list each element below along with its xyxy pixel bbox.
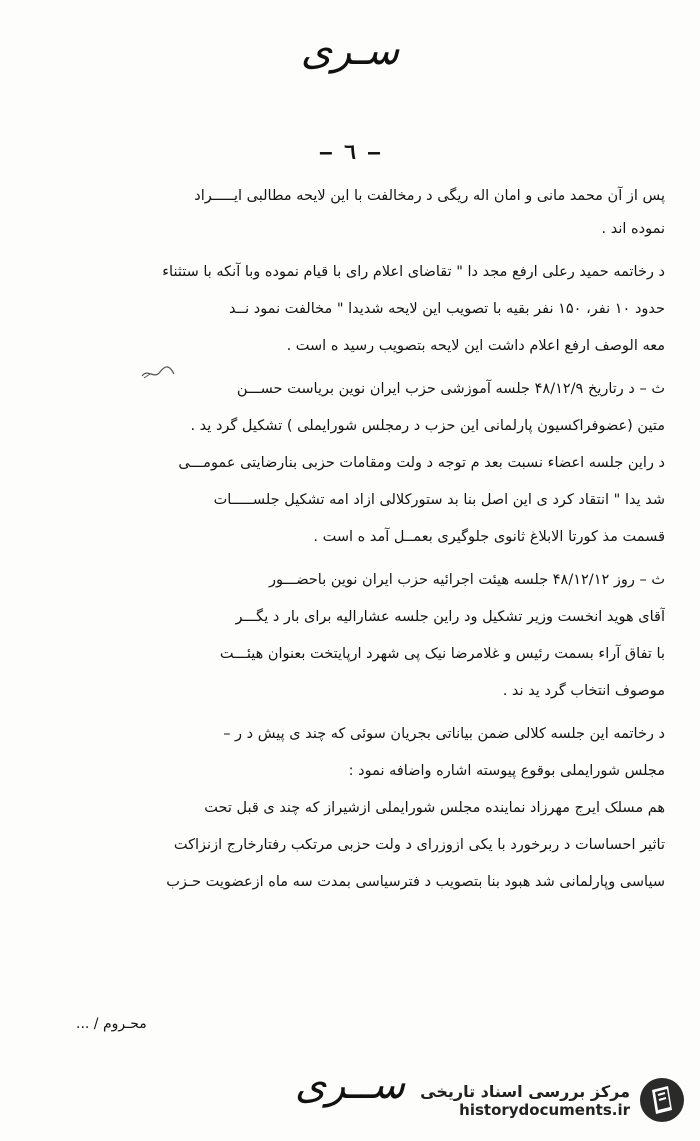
text-line: تاثیر احساسات د ربرخورد با یکی ازوزرای د ولت حزبی مرتکب رفتارخارج ازنزاکت [173,837,665,853]
text-line: ث – روز ۴۸/۱۲/۱۲ جلسه هیئت اجرائیه حزب ایران نوین باحضـــور [269,572,665,588]
text-line: سیاسی وپارلمانی شد هبود بنا بتصویب د فترسیاسی بمدت سه ماه ازعضویت حـزب [166,874,665,890]
classification-stamp-top: سـری [300,28,400,74]
watermark-text [420,1082,630,1119]
text-line: پس از آن محمد مانی و امان اله ریگی د رمخالفت با این لایحه مطالبی ایـــــراد [194,188,665,204]
text-line: آقای هوید انخست وزیر تشکیل ود راین جلسه عشاراليه برای بار د یگـــر [235,609,665,625]
archive-watermark [396,1071,686,1129]
text-line: موصوف انتخاب گرد ید ند . [502,683,665,699]
text-line: هم مسلک ایرج مهرزاد نماینده مجلس شورایملی ازشیراز که چند ی قبل تحت [204,800,665,816]
document-body [60,180,665,899]
text-line: مجلس شورایملی بوقوع پیوسته اشاره واضافه نمود : [348,763,665,779]
margin-pen-mark [138,362,178,384]
page-number: – ٦ – [319,140,381,164]
classification-stamp-bottom: ســری [294,1062,406,1108]
text-line: د رخاتمه حمید رعلی ارفع مجد دا " تقاضای اعلام رای با قیام نموده وبا آنکه با ستثناء [162,264,665,280]
text-line: قسمت مذ کورتا الابلاغ ثانوی جلوگیری بعمــل آمد ه است . [313,529,665,545]
text-line: د راین جلسه اعضاء نسبت بعد م توجه د ولت ومقامات حزبی بنارضایتی عمومـــی [178,455,665,471]
text-line: نموده اند . [601,221,665,237]
text-line: با تفاق آراء بسمت رئیس و غلامرضا نیک پی شهرد ارپایتخت بعنوان هیئـــت [219,646,665,662]
watermark-url: historydocuments.ir [459,1100,630,1119]
text-line: متین (عضوفراکسیون پارلمانی این حزب د رمجلس شورایملی ) تشکیل گرد ید . [190,418,665,434]
archive-logo-icon [638,1076,686,1124]
text-line: شد یدا " انتقاد کرد ی این اصل بنا بد ستورکلالی ازاد امه تشکیل جلســـــات [213,492,665,508]
text-line: ث – د رتاریخ ۴۸/۱۲/۹ جلسه آموزشی حزب ایران نوین بریاست حســـن [236,381,665,397]
footer-note: محـروم / ... [76,1016,147,1032]
text-line: معه الوصف ارفع اعلام داشت این لایحه بتصویب رسید ه است . [286,338,665,354]
text-line: د رخاتمه این جلسه کلالی ضمن بیاناتی بجریان سوئی که چند ی پیش د ر – [223,726,665,742]
watermark-title: مرکز بررسی اسناد تاریخی [420,1081,630,1101]
text-line: حدود ۱۰ نفر، ۱۵۰ نفر بقیه با تصویب این لایحه شدیدا " مخالفت نمود نــد [228,301,665,317]
